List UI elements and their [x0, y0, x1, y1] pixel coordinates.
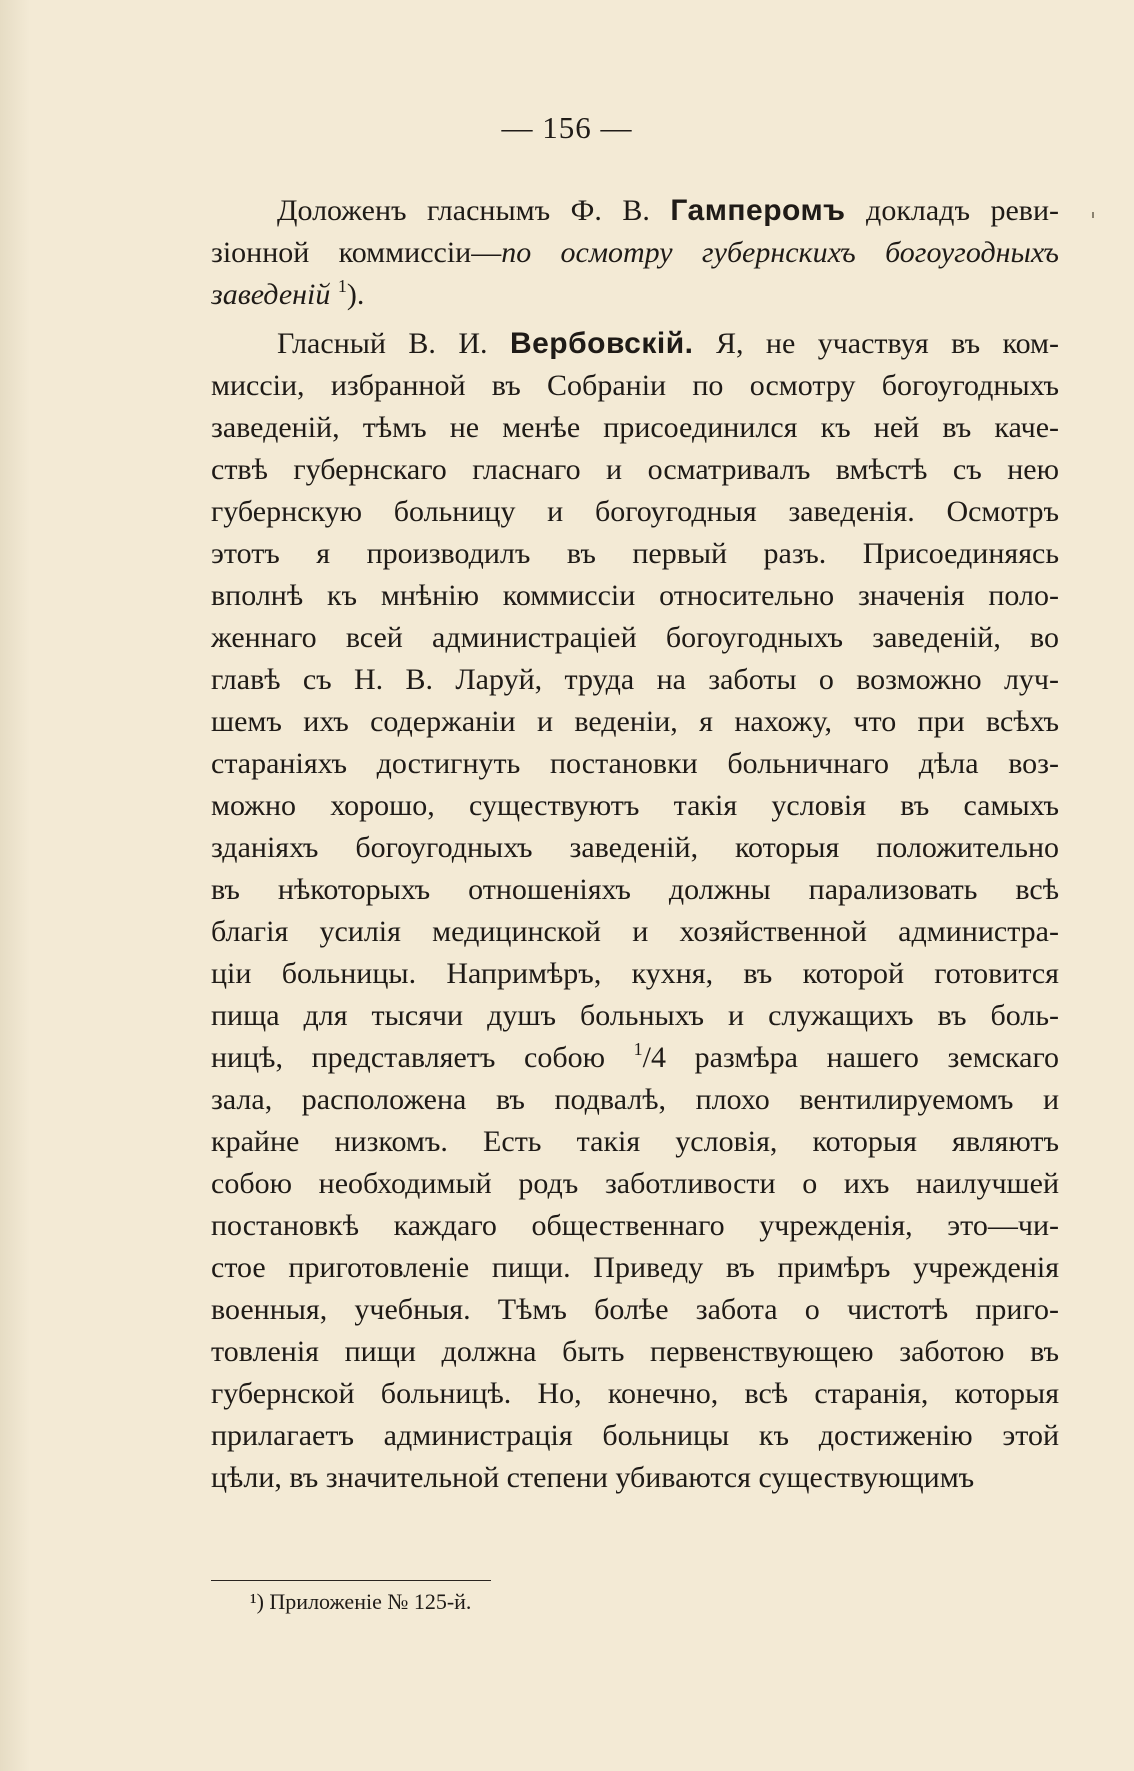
paragraph-2-line — [211, 617, 1059, 659]
paragraph-2-line — [211, 659, 1059, 701]
text-run: можно хорошо, существуютъ такія условія въ самыхъ — [211, 789, 1059, 822]
text-run: цѣли, въ значительной степени убиваются существующимъ — [211, 1461, 975, 1494]
text-run: крайне низкомъ. Есть такія условія, которыя являютъ — [211, 1125, 1059, 1158]
paragraph-2-line — [211, 785, 1059, 827]
speaker-name: Гамперомъ — [670, 194, 846, 227]
paragraph-2-line — [211, 743, 1059, 785]
superscript: 1 — [337, 276, 347, 296]
text-run: зіонной коммиссіи— — [211, 236, 502, 269]
text-run: вполнѣ къ мнѣнію коммиссіи относительно значенія поло- — [211, 579, 1059, 612]
paragraph-2-line — [211, 701, 1059, 743]
text-run: въ нѣкоторыхъ отношеніяхъ должны парализовать всѣ — [211, 873, 1059, 906]
text-run: стараніяхъ достигнуть постановки больничнаго дѣла воз- — [211, 747, 1059, 780]
text-run: главѣ съ Н. В. Ларуй, труда на заботы о возможно луч- — [211, 663, 1059, 696]
paragraph-2-line — [211, 1205, 1059, 1247]
footnote-text: Приложеніе № 125-й. — [269, 1589, 472, 1614]
text-run: зданіяхъ богоугодныхъ заведеній, которыя положительно — [211, 831, 1059, 864]
text-run: Доложенъ гласнымъ Ф. В. — [277, 194, 671, 227]
paragraph-2-line — [211, 1415, 1059, 1457]
text-run: губернской больницѣ. Но, конечно, всѣ старанія, которыя — [211, 1377, 1059, 1410]
paragraph-2-line — [211, 827, 1059, 869]
text-run: постановкѣ каждаго общественнаго учрежденія, это—чи- — [211, 1209, 1059, 1242]
text-run: Я, не участвуя въ ком- — [693, 327, 1059, 360]
paragraph-2-line — [211, 1079, 1059, 1121]
footnote-rule — [211, 1580, 491, 1581]
text-run: товленія пищи должна быть первенствующею заботою въ — [211, 1335, 1059, 1368]
paragraph-2-line — [211, 1037, 1059, 1079]
text-run: стое приготовленіе пищи. Приведу въ примѣръ учрежденія — [211, 1251, 1059, 1284]
paragraph-2-line — [211, 533, 1059, 575]
text-run: ствѣ губернскаго гласнаго и осматривалъ вмѣстѣ съ нею — [211, 453, 1059, 486]
text-run — [330, 278, 338, 311]
text-run: военныя, учебныя. Тѣмъ болѣе забота о чистотѣ приго- — [211, 1293, 1059, 1326]
paragraph-2-line — [211, 365, 1059, 407]
paragraph-2-line — [211, 1289, 1059, 1331]
text-run: этотъ я производилъ въ первый разъ. Присоединяясь — [211, 537, 1059, 570]
paragraph-2-line — [211, 575, 1059, 617]
paragraph-2-line — [211, 407, 1059, 449]
text-run: ). — [346, 278, 365, 311]
paragraph-1-line — [211, 190, 1059, 232]
paragraph-2-line — [211, 953, 1059, 995]
text-run: благія усилія медицинской и хозяйственной администра- — [211, 915, 1059, 948]
text-run: прилагаетъ администрація больницы къ достиженію этой — [211, 1419, 1059, 1452]
paragraph-2-line — [211, 491, 1059, 533]
paragraph-gap — [211, 316, 1059, 323]
body-text — [211, 190, 1059, 1499]
footnote-marker: ¹) — [250, 1589, 264, 1614]
text-run: ціи больницы. Напримѣръ, кухня, въ которой готовится — [211, 957, 1059, 990]
margin-mark — [1092, 212, 1094, 218]
text-run: зала, расположена въ подвалѣ, плохо вентилируемомъ и — [211, 1083, 1059, 1116]
italic-run: заведеній — [211, 278, 331, 311]
footnote — [250, 1587, 471, 1617]
paragraph-2-line — [211, 1247, 1059, 1289]
text-run: губернскую больницу и богоугодныя заведенія. Осмотръ — [211, 495, 1059, 528]
text-run: женнаго всей администраціей богоугодныхъ заведеній, во — [211, 621, 1059, 654]
text-run: пища для тысячи душъ больныхъ и служащихъ въ боль- — [211, 999, 1059, 1032]
italic-run: по осмотру губернскихъ богоугодныхъ — [501, 236, 1059, 269]
text-run: докладъ реви- — [845, 194, 1059, 227]
page-gutter-shade — [0, 0, 30, 1771]
superscript: 1 — [633, 1039, 643, 1059]
paragraph-2-line — [211, 911, 1059, 953]
text-run: заведеній, тѣмъ не менѣе присоединился къ ней въ каче- — [211, 411, 1059, 444]
text-run: /4 размѣра нашего земскаго — [642, 1041, 1059, 1074]
paragraph-1-line — [211, 232, 1059, 274]
text-run: ницѣ, представляетъ собою — [211, 1041, 634, 1074]
paragraph-2-line — [211, 449, 1059, 491]
text-run: Гласный В. И. — [277, 327, 510, 360]
paragraph-2-line — [211, 1163, 1059, 1205]
paragraph-2-line — [211, 1457, 1059, 1499]
paragraph-1-line — [211, 274, 1059, 316]
paragraph-2-line — [211, 323, 1059, 365]
speaker-name: Вербовскій. — [509, 327, 694, 360]
paragraph-2-line — [211, 995, 1059, 1037]
text-run: миссіи, избранной въ Собраніи по осмотру богоугодныхъ — [211, 369, 1059, 402]
text-run: собою необходимый родъ заботливости о ихъ наилучшей — [211, 1167, 1059, 1200]
text-run: шемъ ихъ содержаніи и веденіи, я нахожу, что при всѣхъ — [211, 705, 1059, 738]
paragraph-2-line — [211, 1121, 1059, 1163]
paragraph-2-line — [211, 869, 1059, 911]
paragraph-2-line — [211, 1331, 1059, 1373]
paragraph-2-line — [211, 1373, 1059, 1415]
page-number: — 156 — — [501, 110, 633, 145]
